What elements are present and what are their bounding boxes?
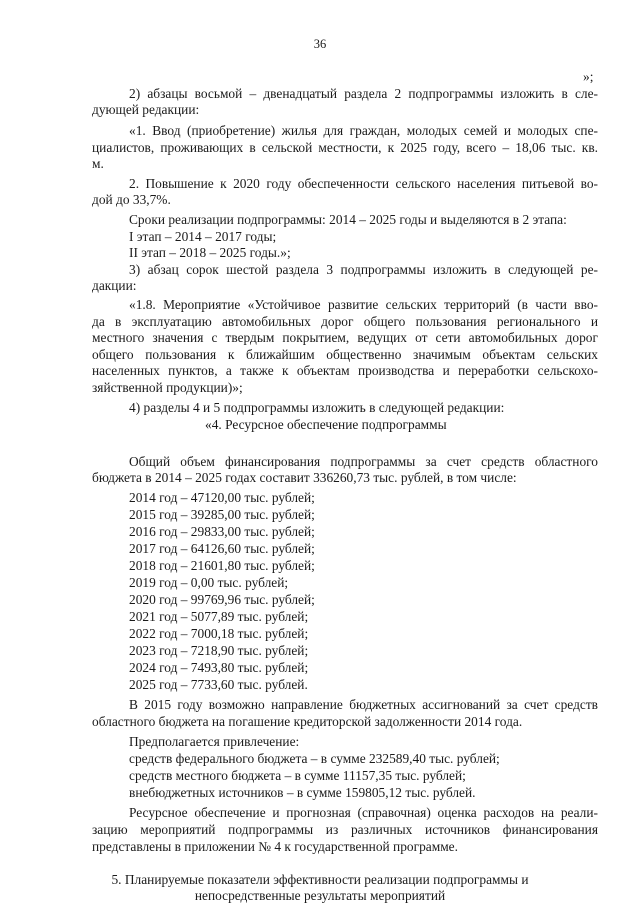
funding-year-item: 2022 год – 7000,18 тыс. рублей;: [129, 626, 309, 641]
paragraph-line: Предполагается привлечение:: [129, 734, 300, 749]
paragraph-line: I этап – 2014 – 2017 годы;: [129, 229, 277, 244]
paragraph-line: зяйственной продукции)»;: [92, 380, 243, 395]
funding-year-item: 2019 год – 0,00 тыс. рублей;: [129, 575, 289, 590]
funding-source-item: внебюджетных источников – в сумме 159805,12 тыс. рублей.: [129, 785, 476, 800]
section-heading: «4. Ресурсное обеспечение подпрограммы: [205, 417, 447, 432]
paragraph-line: дующей редакции:: [92, 102, 200, 117]
paragraph-line: Ресурсное обеспечение и прогнозная (справочная) оценка расходов на реали-: [129, 805, 598, 820]
section-heading: непосредственные результаты мероприятий: [194, 888, 446, 903]
paragraph-line: 2) абзацы восьмой – двенадцатый раздела 2 подпрограммы изложить в сле-: [129, 86, 598, 101]
paragraph-line: 4) разделы 4 и 5 подпрограммы изложить в следующей редакции:: [129, 400, 505, 415]
paragraph-line: представлены в приложении № 4 к государственной программе.: [92, 839, 458, 854]
paragraph-line: общего пользования к ближайшим общественно значимым объектам сельских: [92, 347, 598, 362]
paragraph-line: Сроки реализации подпрограммы: 2014 – 2025 годы и выделяются в 2 этапа:: [129, 212, 567, 227]
paragraph-line: «1.8. Мероприятие «Устойчивое развитие сельских территорий (в части вво-: [129, 297, 598, 312]
paragraph-line: населенных пунктов, а также к объектам производства и переработки сельскохо-: [92, 363, 598, 378]
paragraph-line: 3) абзац сорок шестой раздела 3 подпрограммы изложить в следующей ре-: [129, 262, 598, 277]
funding-year-item: 2023 год – 7218,90 тыс. рублей;: [129, 643, 309, 658]
paragraph-line: II этап – 2018 – 2025 годы.»;: [129, 245, 291, 260]
paragraph-line: м.: [92, 156, 104, 171]
paragraph-line: да в эксплуатацию автомобильных дорог общего пользования регионального и: [92, 314, 598, 329]
paragraph-line: местного значения с твердым покрытием, ведущих от сети автомобильных дорог: [92, 330, 598, 345]
funding-year-item: 2017 год – 64126,60 тыс. рублей;: [129, 541, 315, 556]
funding-source-item: средств местного бюджета – в сумме 11157,35 тыс. рублей;: [129, 768, 466, 783]
funding-year-item: 2014 год – 47120,00 тыс. рублей;: [129, 490, 315, 505]
paragraph-line: дакции:: [92, 278, 137, 293]
paragraph-line: бюджета в 2014 – 2025 годах составит 336260,73 тыс. рублей, в том числе:: [92, 470, 517, 485]
paragraph-line: областного бюджета на погашение кредиторской задолженности 2014 года.: [92, 714, 523, 729]
closing-quote: »;: [583, 69, 594, 84]
paragraph-line: зацию мероприятий подпрограммы из различных источников финансирования: [92, 822, 598, 837]
funding-year-item: 2016 год – 29833,00 тыс. рублей;: [129, 524, 315, 539]
funding-year-item: 2015 год – 39285,00 тыс. рублей;: [129, 507, 315, 522]
paragraph-line: дой до 33,7%.: [92, 192, 171, 207]
section-heading: 5. Планируемые показатели эффективности реализации подпрограммы и: [111, 872, 529, 887]
funding-source-item: средств федерального бюджета – в сумме 232589,40 тыс. рублей;: [129, 751, 500, 766]
paragraph-line: Общий объем финансирования подпрограммы за счет средств областного: [129, 454, 598, 469]
funding-year-item: 2025 год – 7733,60 тыс. рублей.: [129, 677, 308, 692]
funding-year-item: 2018 год – 21601,80 тыс. рублей;: [129, 558, 315, 573]
funding-year-item: 2021 год – 5077,89 тыс. рублей;: [129, 609, 309, 624]
paragraph-line: В 2015 году возможно направление бюджетных ассигнований за счет средств: [129, 697, 598, 712]
paragraph-line: 2. Повышение к 2020 году обеспеченности сельского населения питьевой во-: [129, 176, 598, 191]
paragraph-line: циалистов, проживающих в сельской местности, к 2025 году, всего – 18,06 тыс. кв.: [92, 140, 598, 155]
page-number: 36: [313, 37, 327, 51]
paragraph-line: «1. Ввод (приобретение) жилья для граждан, молодых семей и молодых спе-: [129, 123, 598, 138]
funding-year-item: 2020 год – 99769,96 тыс. рублей;: [129, 592, 315, 607]
funding-year-item: 2024 год – 7493,80 тыс. рублей;: [129, 660, 309, 675]
